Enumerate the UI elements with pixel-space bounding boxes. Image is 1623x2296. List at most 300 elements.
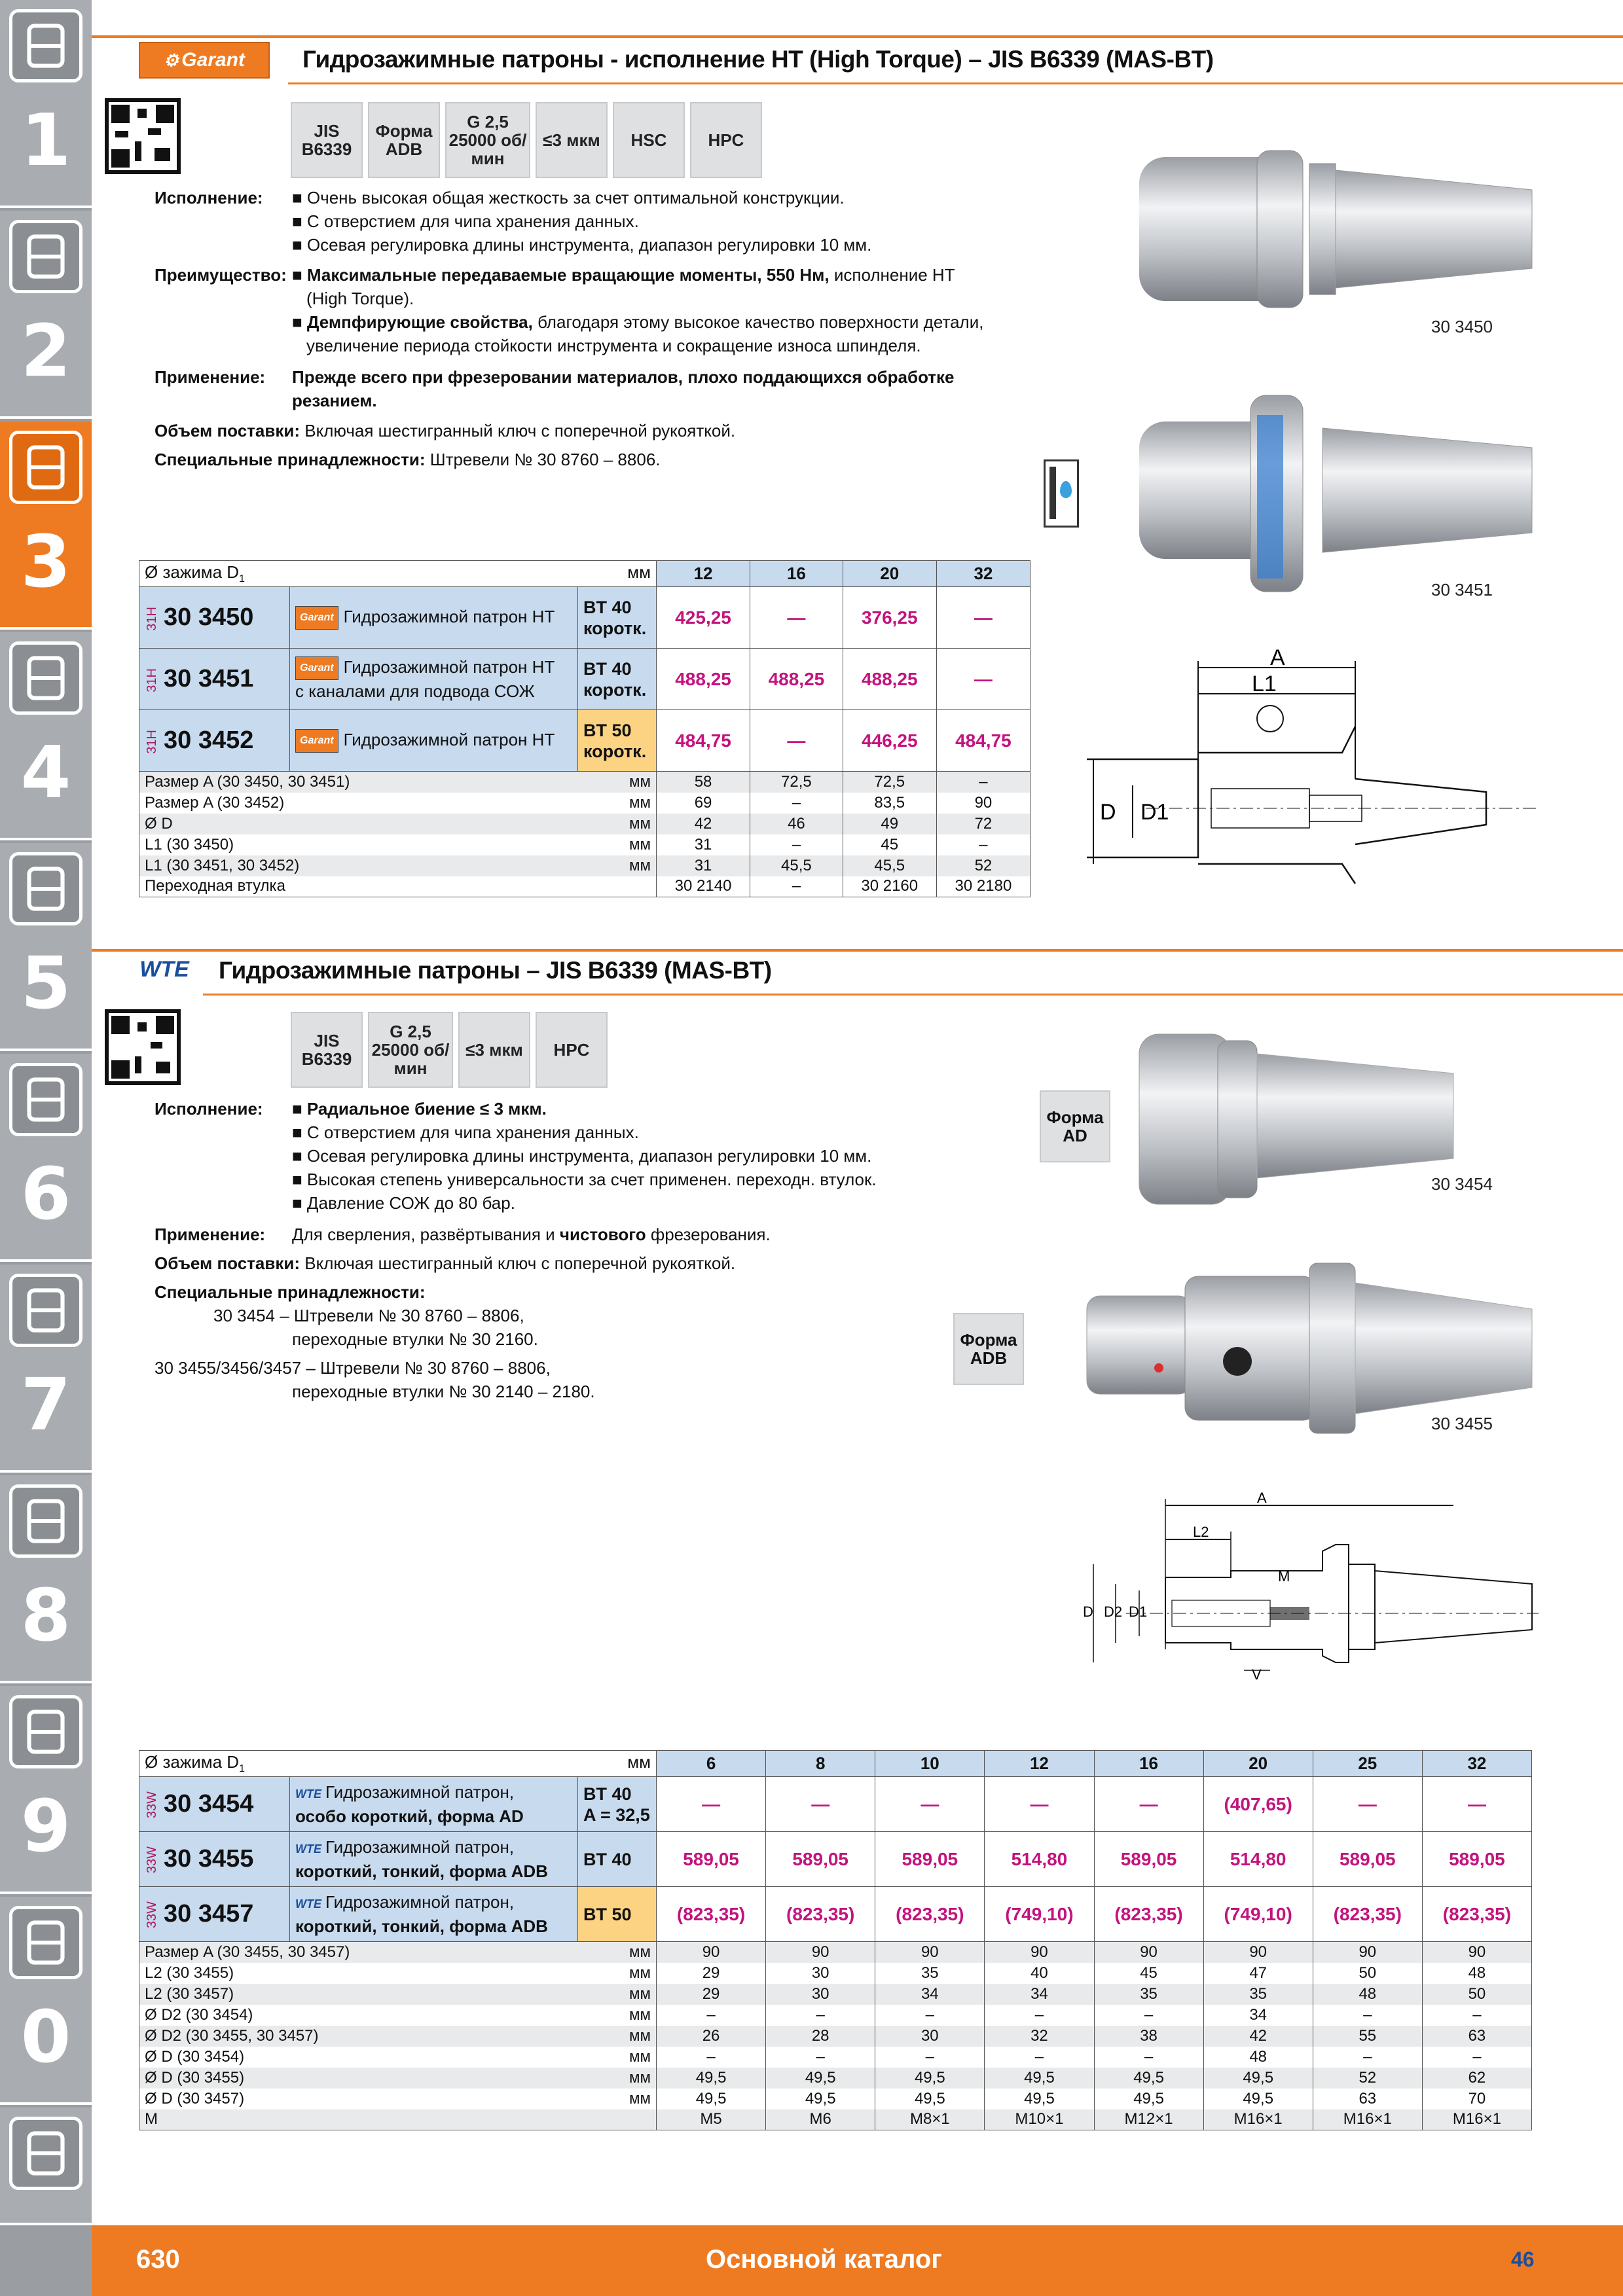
dimension-value: –: [1313, 2005, 1422, 2026]
price-cell: 589,05: [1422, 1832, 1531, 1887]
advantage-2-cont: увеличение периода стойкости инструмента и сокращение износа шпинделя.: [306, 336, 921, 355]
dimension-unit: мм: [578, 793, 657, 814]
price-cell: —: [875, 1777, 985, 1832]
price-cell: 589,05: [1313, 1832, 1422, 1887]
chapter-number: 7: [20, 1363, 71, 1446]
brand-mini-logo: WTE: [295, 1787, 321, 1801]
dimension-value: 31: [657, 834, 750, 855]
column-header: 12: [657, 561, 750, 587]
chapter-tab-7[interactable]: [0, 1265, 92, 1473]
page-number: 630: [136, 2245, 180, 2274]
advantage-1-cont: (High Torque).: [306, 289, 414, 308]
primenenie-text: Прежде всего при фрезеровании материалов, плохо поддающихся обработке резанием.: [292, 367, 955, 410]
price-cell: —: [1094, 1777, 1203, 1832]
price-cell: 514,80: [985, 1832, 1094, 1887]
dimension-value: M6: [766, 2109, 875, 2130]
dimension-value: 69: [657, 793, 750, 814]
dimension-row: [139, 876, 1030, 897]
taper-spec: BT 50 коротк.: [578, 710, 657, 772]
dimension-value: 49,5: [657, 2068, 766, 2089]
dimension-value: 45,5: [843, 855, 936, 876]
dim-label-D1-2: D1: [1129, 1604, 1148, 1620]
ispolnenie-item: ■ Осевая регулировка длины инструмента, диапазон регулировки 10 мм.: [292, 235, 872, 255]
chapter-number: 3: [20, 520, 71, 603]
dimension-row: [139, 793, 1030, 814]
column-header: 16: [1094, 1751, 1203, 1777]
column-header: 32: [936, 561, 1030, 587]
dimension-value: 45,5: [750, 855, 843, 876]
column-header: 12: [985, 1751, 1094, 1777]
photo-label-303454: 30 3454: [1431, 1174, 1493, 1194]
cabinet-icon: [9, 1695, 82, 1768]
pliers-icon: [9, 1274, 82, 1347]
dimension-value: –: [750, 793, 843, 814]
dimension-unit: мм: [578, 2047, 657, 2068]
price-cell: —: [936, 587, 1030, 649]
chapter-tab-2[interactable]: [0, 211, 92, 419]
technical-drawing-ht: [1080, 648, 1552, 903]
dimension-value: 29: [657, 1963, 766, 1984]
brand-mini-logo: WTE: [295, 1897, 321, 1910]
forma-adb-badge: Форма ADB: [953, 1313, 1024, 1385]
price-cell: 484,75: [657, 710, 750, 772]
dimension-label: L2 (30 3457): [139, 1984, 578, 2005]
article-number: 33W 30 3457: [139, 1887, 290, 1942]
column-header: 20: [1203, 1751, 1313, 1777]
product-photo-303450: [1126, 124, 1545, 347]
section2-top-rule: [92, 949, 1623, 952]
taper-spec: BT 40 коротк.: [578, 587, 657, 649]
price-cell: (823,35): [1313, 1887, 1422, 1942]
dimension-unit: мм: [578, 814, 657, 834]
price-cell: (749,10): [1203, 1887, 1313, 1942]
chapter-number: 6: [20, 1152, 71, 1236]
label-ispolnenie: Исполнение:: [155, 188, 263, 207]
chapter-tab-1[interactable]: [0, 0, 92, 208]
dimension-value: 42: [657, 814, 750, 834]
article-number: 33W 30 3455: [139, 1832, 290, 1887]
table-row: [139, 1777, 1532, 1832]
spec-badge: JIS B6339: [291, 102, 363, 178]
dimension-value: –: [1094, 2005, 1203, 2026]
section2-title: Гидрозажимные патроны – JIS B6339 (MAS-BT): [219, 957, 772, 984]
column-header: 10: [875, 1751, 985, 1777]
dimension-value: 49: [843, 814, 936, 834]
table-row: [139, 649, 1030, 710]
dimension-value: 42: [1203, 2026, 1313, 2047]
grinding-disc-icon: [9, 852, 82, 925]
dimension-value: –: [657, 2047, 766, 2068]
section2-title-rule: [203, 994, 1623, 996]
label-primenenie: Применение:: [155, 367, 266, 387]
dimension-row: [139, 855, 1030, 876]
dimension-value: 49,5: [1094, 2089, 1203, 2109]
product-photo-303455: [1074, 1250, 1545, 1440]
table-row: [139, 1887, 1532, 1942]
ispolnenie-list-2: ■ Радиальное биение ≤ 3 мкм. ■ С отверстием для чипа хранения данных. ■ Осевая регулировка длины инструмента, диапазон регулировки 10 мм. ■ Высокая степень универсальности за счет применен. переходн. втулок. ■ Давление СОЖ до 80 бар.: [292, 1099, 877, 1213]
article-number: 33W 30 3454: [139, 1777, 290, 1832]
dimension-value: 90: [985, 1942, 1094, 1963]
price-cell: —: [1422, 1777, 1531, 1832]
price-cell: —: [657, 1777, 766, 1832]
dim-label-A: A: [1270, 648, 1285, 670]
spec-badge: HSC: [613, 102, 685, 178]
label-special-2: Специальные принадлежности:: [155, 1282, 426, 1302]
dimension-value: 49,5: [985, 2068, 1094, 2089]
dimension-value: 30 2160: [843, 876, 936, 897]
ispolnenie-item: ■ Очень высокая общая жесткость за счет оптимальной конструкции.: [292, 188, 845, 207]
dimension-label: Ø D (30 3455): [139, 2068, 578, 2089]
section2-price-table: [139, 1750, 1532, 2130]
dimension-value: 45: [1094, 1963, 1203, 1984]
dimension-value: –: [875, 2005, 985, 2026]
article-description: Garant Гидрозажимной патрон HT: [290, 710, 578, 772]
chapter-tab-3[interactable]: [0, 422, 92, 630]
dimension-value: 90: [1422, 1942, 1531, 1963]
chuck-icon: [9, 431, 82, 504]
wte-logo: WTE: [139, 956, 189, 982]
brand-mini-logo: WTE: [295, 1842, 321, 1856]
dimension-row: [139, 2089, 1532, 2109]
dimension-value: –: [1422, 2005, 1531, 2026]
advantage-1-bold: ■ Максимальные передаваемые вращающие моменты, 550 Нм,: [292, 265, 830, 285]
dim-label-L1: L1: [1252, 672, 1277, 696]
section1-top-rule: [92, 35, 1623, 38]
dimension-unit: мм: [578, 2089, 657, 2109]
column-header: 20: [843, 561, 936, 587]
dimension-value: 72,5: [843, 772, 936, 793]
dimension-value: 70: [1422, 2089, 1531, 2109]
dim-label-A-2: A: [1257, 1492, 1267, 1506]
dimension-value: 30: [766, 1963, 875, 1984]
price-cell: (823,35): [1422, 1887, 1531, 1942]
chapter-tab-6[interactable]: [0, 1054, 92, 1262]
dimension-value: 49,5: [875, 2068, 985, 2089]
table-header: Ø зажима $D_1$ мм: [139, 1751, 657, 1777]
price-cell: 484,75: [936, 710, 1030, 772]
dim-label-D2: D2: [1104, 1604, 1123, 1620]
price-cell: (823,35): [657, 1887, 766, 1942]
dimension-label: Размер A (30 3450, 30 3451): [139, 772, 578, 793]
dimension-label: Ø D (30 3454): [139, 2047, 578, 2068]
article-description: Garant Гидрозажимной патрон HT с каналами для подвода СОЖ: [290, 649, 578, 710]
spec-badge: HPC: [690, 102, 762, 178]
dimension-value: 45: [843, 834, 936, 855]
dimension-row: [139, 2005, 1532, 2026]
section1-title-rule: [288, 82, 1623, 84]
dimension-label: Ø D2 (30 3455, 30 3457): [139, 2026, 578, 2047]
dimension-value: 30: [766, 1984, 875, 2005]
chapter-number: 8: [20, 1573, 71, 1657]
spec-badge: G 2,5 25000 об/мин: [445, 102, 530, 178]
dimension-value: 48: [1422, 1963, 1531, 1984]
price-cell: (823,35): [875, 1887, 985, 1942]
dimension-value: 28: [766, 2026, 875, 2047]
price-cell: 514,80: [1203, 1832, 1313, 1887]
dimension-value: –: [985, 2005, 1094, 2026]
dimension-value: 26: [657, 2026, 766, 2047]
dimension-unit: мм: [578, 1942, 657, 1963]
obem-postavki-2: Объем поставки: Включая шестигранный ключ с поперечной рукояткой.: [155, 1253, 736, 1273]
obem-postavki: Объем поставки: Включая шестигранный ключ с поперечной рукояткой.: [155, 421, 736, 440]
dimension-value: –: [750, 876, 843, 897]
dimension-unit: мм: [578, 855, 657, 876]
spec-badge: ≤3 мкм: [458, 1012, 530, 1088]
table-header: Ø зажима $D_1$ мм: [139, 561, 657, 587]
dimension-value: 90: [1094, 1942, 1203, 1963]
drill-icon: [9, 9, 82, 82]
price-cell: —: [936, 649, 1030, 710]
dimension-value: 49,5: [657, 2089, 766, 2109]
dimension-value: 90: [875, 1942, 985, 1963]
dimension-value: –: [936, 834, 1030, 855]
dimension-value: 46: [750, 814, 843, 834]
dimension-value: 50: [1422, 1984, 1531, 2005]
article-description: WTE Гидрозажимной патрон, короткий, тонкий, форма ADB: [290, 1887, 578, 1942]
photo-label-303450: 30 3450: [1431, 317, 1493, 336]
workbench-icon: [9, 1484, 82, 1558]
spec-303454: 30 3454 – Штревели № 30 8760 – 8806,: [213, 1306, 524, 1325]
dim-label-L2: L2: [1193, 1524, 1209, 1540]
dimension-value: 34: [985, 1984, 1094, 2005]
advantage-1-text: исполнение HT: [829, 265, 955, 285]
price-cell: 589,05: [875, 1832, 985, 1887]
dimension-value: 49,5: [766, 2068, 875, 2089]
dimension-value: 30 2180: [936, 876, 1030, 897]
dimension-unit: мм: [578, 2005, 657, 2026]
qr-code-2[interactable]: [105, 1009, 181, 1085]
dimension-value: M12×1: [1094, 2109, 1203, 2130]
dimension-value: 49,5: [875, 2089, 985, 2109]
dimension-value: –: [985, 2047, 1094, 2068]
dimension-row: [139, 814, 1030, 834]
dimension-value: –: [1094, 2047, 1203, 2068]
dimension-value: 49,5: [1203, 2068, 1313, 2089]
column-header: 25: [1313, 1751, 1422, 1777]
chapter-number: 0: [20, 1995, 71, 2079]
price-cell: 446,25: [843, 710, 936, 772]
table-row: [139, 1832, 1532, 1887]
dimension-value: 29: [657, 1984, 766, 2005]
insert-icon: [9, 220, 82, 293]
price-cell: (407,65): [1203, 1777, 1313, 1832]
catalog-number: 46: [1511, 2248, 1535, 2271]
dimension-value: 34: [1203, 2005, 1313, 2026]
table-row: [139, 710, 1030, 772]
dimension-value: 55: [1313, 2026, 1422, 2047]
price-cell: 589,05: [657, 1832, 766, 1887]
photo-label-303451: 30 3451: [1431, 580, 1493, 600]
dimension-value: 30 2140: [657, 876, 750, 897]
dimension-value: 63: [1422, 2026, 1531, 2047]
chapter-tab-8[interactable]: [0, 1475, 92, 1683]
dimension-value: 35: [1203, 1984, 1313, 2005]
price-cell: 488,25: [750, 649, 843, 710]
price-cell: (749,10): [985, 1887, 1094, 1942]
dim-label-D-2: D: [1083, 1604, 1093, 1620]
column-header: 16: [750, 561, 843, 587]
dimension-row: [139, 2109, 1532, 2130]
article-number: 31H 30 3452: [139, 710, 290, 772]
dimension-unit: мм: [578, 2026, 657, 2047]
dimension-row: [139, 772, 1030, 793]
taper-spec: BT 40 A = 32,5: [578, 1777, 657, 1832]
dimension-value: 31: [657, 855, 750, 876]
dimension-unit: мм: [578, 772, 657, 793]
dimension-label: L1 (30 3451, 30 3452): [139, 855, 578, 876]
dimension-value: –: [875, 2047, 985, 2068]
product-photo-303454: [1126, 1021, 1467, 1217]
article-number: 31H 30 3450: [139, 587, 290, 649]
chapter-number: 2: [20, 309, 71, 393]
dimension-value: 40: [985, 1963, 1094, 1984]
dimension-value: 83,5: [843, 793, 936, 814]
dimension-value: 34: [875, 1984, 985, 2005]
dimension-unit: мм: [578, 1963, 657, 1984]
chapter-tab-9[interactable]: [0, 1686, 92, 1894]
chapter-number: 5: [20, 941, 71, 1025]
article-number: 31H 30 3451: [139, 649, 290, 710]
dimension-value: –: [657, 2005, 766, 2026]
dimension-label: L1 (30 3450): [139, 834, 578, 855]
dimension-value: 58: [657, 772, 750, 793]
column-header: 6: [657, 1751, 766, 1777]
table-row: [139, 587, 1030, 649]
dimension-value: –: [766, 2047, 875, 2068]
technical-drawing-wte: [1074, 1492, 1545, 1695]
dimension-value: 63: [1313, 2089, 1422, 2109]
dimension-value: –: [1313, 2047, 1422, 2068]
spec-badge: G 2,5 25000 об/мин: [368, 1012, 453, 1088]
price-cell: —: [766, 1777, 875, 1832]
dimension-row: [139, 1984, 1532, 2005]
dimension-value: 90: [766, 1942, 875, 1963]
chapter-number: 4: [20, 730, 71, 814]
dimension-value: M16×1: [1313, 2109, 1422, 2130]
dimension-value: 90: [1203, 1942, 1313, 1963]
article-description: WTE Гидрозажимной патрон, особо короткий, форма AD: [290, 1777, 578, 1832]
dim-label-M: M: [1278, 1568, 1290, 1585]
dimension-label: Переходная втулка: [139, 876, 578, 897]
spec-badge: HPC: [536, 1012, 608, 1088]
section1-price-table: [139, 560, 1030, 897]
chapter-tab-4[interactable]: [0, 632, 92, 840]
brand-mini-logo: Garant: [295, 729, 338, 753]
advantage-2-text: благодаря этому высокое качество поверхности детали,: [532, 312, 984, 332]
taper-spec: BT 50: [578, 1887, 657, 1942]
spec-303455-cont: переходные втулки № 30 2140 – 2180.: [292, 1382, 595, 1401]
chapter-tab-0[interactable]: [0, 1897, 92, 2105]
price-cell: —: [750, 710, 843, 772]
dimension-row: [139, 1942, 1532, 1963]
chapter-number: 9: [20, 1784, 71, 1868]
dimension-value: 35: [1094, 1984, 1203, 2005]
dimension-label: Ø D: [139, 814, 578, 834]
dimension-value: 62: [1422, 2068, 1531, 2089]
chapter-tab-5[interactable]: [0, 843, 92, 1051]
primenenie-text-2: Для сверления, развёртывания и чистового фрезерования.: [292, 1225, 771, 1244]
dimension-value: 52: [1313, 2068, 1422, 2089]
column-header: 32: [1422, 1751, 1531, 1777]
dimension-value: 72: [936, 814, 1030, 834]
dimension-label: Размер A (30 3455, 30 3457): [139, 1942, 578, 1963]
section1-title: Гидрозажимные патроны - исполнение HT (High Torque) – JIS B6339 (MAS-BT): [302, 46, 1214, 73]
product-photo-303451: [1126, 389, 1545, 598]
special-accessories: Специальные принадлежности: Штревели № 30 8760 – 8806.: [155, 450, 661, 469]
spec-badge: JIS B6339: [291, 1012, 363, 1088]
dimension-unit: мм: [578, 2068, 657, 2089]
dimension-row: [139, 1963, 1532, 1984]
dimension-value: 32: [985, 2026, 1094, 2047]
dimension-value: 38: [1094, 2026, 1203, 2047]
spec-badge: ≤3 мкм: [536, 102, 608, 178]
dimension-label: Ø D2 (30 3454): [139, 2005, 578, 2026]
dim-label-D: D: [1100, 800, 1116, 825]
spec-badge: Форма ADB: [368, 102, 440, 178]
price-cell: 425,25: [657, 587, 750, 649]
coolant-icon: [1044, 459, 1079, 528]
column-header: 8: [766, 1751, 875, 1777]
dimension-value: –: [936, 772, 1030, 793]
dim-label-D1: D1: [1140, 800, 1169, 825]
dimension-row: [139, 2068, 1532, 2089]
dimension-value: 90: [936, 793, 1030, 814]
wrench-icon: [9, 1063, 82, 1136]
dimension-value: 47: [1203, 1963, 1313, 1984]
dimension-value: 30: [875, 2026, 985, 2047]
dimension-value: 50: [1313, 1963, 1422, 1984]
dimension-unit: мм: [578, 834, 657, 855]
dimension-value: M5: [657, 2109, 766, 2130]
chapter-number: 1: [20, 98, 71, 182]
dimension-value: 49,5: [766, 2089, 875, 2109]
price-cell: 589,05: [1094, 1832, 1203, 1887]
dimension-unit: [578, 876, 657, 897]
dimension-label: L2 (30 3455): [139, 1963, 578, 1984]
qr-code-1[interactable]: [105, 98, 181, 174]
chapter-tab-info[interactable]: [0, 2108, 92, 2225]
dimension-label: M: [139, 2109, 578, 2130]
ispolnenie-list: [292, 186, 871, 257]
dimension-label: Размер A (30 3452): [139, 793, 578, 814]
article-description: WTE Гидрозажимной патрон, короткий, тонкий, форма ADB: [290, 1832, 578, 1887]
catalog-title: Основной каталог: [706, 2245, 942, 2274]
spec-303455: 30 3455/3456/3457 – Штревели № 30 8760 – 8806,: [155, 1358, 551, 1378]
price-cell: —: [750, 587, 843, 649]
dimension-value: 90: [657, 1942, 766, 1963]
taper-spec: BT 40 коротк.: [578, 649, 657, 710]
dimension-value: 48: [1313, 1984, 1422, 2005]
price-cell: 589,05: [766, 1832, 875, 1887]
dimension-value: 49,5: [985, 2089, 1094, 2109]
dimension-value: 48: [1203, 2047, 1313, 2068]
caliper-icon: [9, 641, 82, 715]
dimension-value: –: [750, 834, 843, 855]
page-footer: [92, 2225, 1623, 2296]
dimension-row: [139, 834, 1030, 855]
label-preimushchestvo: Преимущество:: [155, 265, 287, 285]
brand-mini-logo: Garant: [295, 606, 338, 630]
dim-label-V: V: [1252, 1666, 1262, 1683]
dimension-label: Ø D (30 3457): [139, 2089, 578, 2109]
price-cell: (823,35): [766, 1887, 875, 1942]
dimension-value: –: [1422, 2047, 1531, 2068]
article-description: Garant Гидрозажимной патрон HT: [290, 587, 578, 649]
dimension-row: [139, 2026, 1532, 2047]
label-ispolnenie-2: Исполнение:: [155, 1099, 263, 1119]
dimension-value: M10×1: [985, 2109, 1094, 2130]
dimension-value: –: [766, 2005, 875, 2026]
